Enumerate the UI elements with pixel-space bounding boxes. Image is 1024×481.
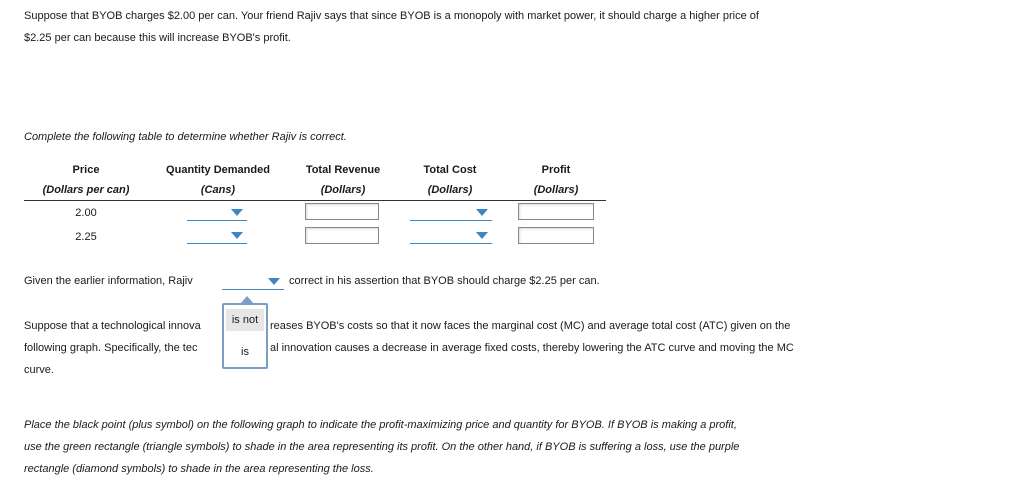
popup-notch <box>240 296 254 304</box>
profit-input[interactable] <box>518 203 594 220</box>
header-profit: Profit <box>541 164 571 176</box>
header-cost-unit: (Dollars) <box>427 184 473 196</box>
header-revenue: Total Revenue <box>305 164 381 176</box>
assertion-options-popup <box>222 303 268 369</box>
quantity-dropdown[interactable] <box>187 229 247 244</box>
cost-dropdown[interactable] <box>410 229 492 244</box>
graph-instruction-line-3: rectangle (diamond symbols) to shade in the area representing the loss. <box>24 463 374 475</box>
tech-line-2a: following graph. Specifically, the tec <box>24 342 198 354</box>
tech-line-1b: reases BYOB's costs so that it now faces the marginal cost (MC) and average total cost (ATC) given on the <box>270 320 791 332</box>
assertion-after: correct in his assertion that BYOB should charge $2.25 per can. <box>289 275 600 287</box>
chevron-down-icon <box>476 209 488 216</box>
assertion-before: Given the earlier information, Rajiv <box>24 275 193 287</box>
assertion-dropdown[interactable] <box>222 275 284 290</box>
price-cell: 2.25 <box>75 231 97 243</box>
tech-line-3: curve. <box>24 364 54 376</box>
quantity-dropdown[interactable] <box>187 206 247 221</box>
table-header-rule <box>24 200 606 201</box>
table-instruction: Complete the following table to determine whether Rajiv is correct. <box>24 131 347 143</box>
option-is-not[interactable]: is not <box>226 309 264 331</box>
chevron-down-icon <box>476 232 488 239</box>
chevron-down-icon <box>231 232 243 239</box>
tech-line-2b: al innovation causes a decrease in average fixed costs, thereby lowering the ATC curve and moving the MC <box>270 342 794 354</box>
cost-dropdown[interactable] <box>410 206 492 221</box>
header-cost: Total Cost <box>423 164 477 176</box>
tech-line-1a: Suppose that a technological innova <box>24 320 201 332</box>
intro-line-1: Suppose that BYOB charges $2.00 per can. Your friend Rajiv says that since BYOB is a monopoly with market power, it should charge a higher price of <box>24 10 759 22</box>
header-price-unit: (Dollars per can) <box>42 184 130 196</box>
chevron-down-icon <box>231 209 243 216</box>
intro-line-2: $2.25 per can because this will increase BYOB's profit. <box>24 32 291 44</box>
graph-instruction-line-2: use the green rectangle (triangle symbols) to shade in the area representing its profit. On the other hand, if BYOB is suffering a loss, use the purple <box>24 441 740 453</box>
chevron-down-icon <box>268 278 280 285</box>
header-quantity-unit: (Cans) <box>200 184 236 196</box>
graph-instruction-line-1: Place the black point (plus symbol) on the following graph to indicate the profit-maximizing price and quantity for BYOB. If BYOB is making a profit, <box>24 419 737 431</box>
header-price: Price <box>72 164 100 176</box>
header-profit-unit: (Dollars) <box>533 184 579 196</box>
revenue-input[interactable] <box>305 227 379 244</box>
price-cell: 2.00 <box>75 207 97 219</box>
revenue-input[interactable] <box>305 203 379 220</box>
header-revenue-unit: (Dollars) <box>320 184 366 196</box>
option-is[interactable]: is <box>241 346 249 358</box>
header-quantity: Quantity Demanded <box>166 164 270 176</box>
profit-input[interactable] <box>518 227 594 244</box>
